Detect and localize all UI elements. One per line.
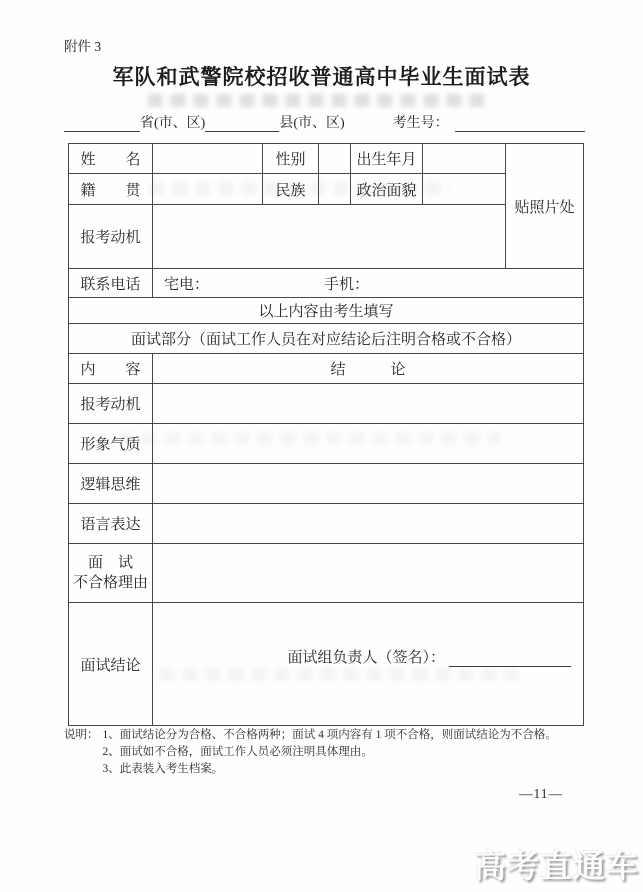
- table-row: [69, 544, 584, 603]
- attachment-label: 附件 3: [64, 39, 102, 54]
- fail-reason-value-cell: [153, 544, 584, 603]
- item-logic-conclusion-cell: [153, 464, 584, 504]
- candidate-no-label: 考生号：: [392, 116, 449, 131]
- item-logic-label-cell: 逻辑思维: [69, 464, 153, 504]
- item-appearance-conclusion-cell: [153, 424, 584, 464]
- gender-value-cell: [319, 144, 351, 174]
- ethnicity-value-cell: [319, 174, 351, 205]
- note-item-3: 3、此表装入考生档案。: [102, 763, 224, 775]
- political-label-cell: 政治面貌: [351, 174, 423, 205]
- name-label-cell: 姓 名: [69, 144, 153, 174]
- candidate-fill-note-cell: 以上内容由考生填写: [69, 298, 584, 324]
- watermark-logo: 高考直通车: [474, 848, 640, 884]
- table-row: [69, 269, 584, 298]
- final-conclusion-label-cell: 面试结论: [69, 603, 153, 726]
- item-language-conclusion-cell: [153, 504, 584, 544]
- table-row: [69, 603, 584, 726]
- county-suffix-label: 县(市、区): [279, 116, 345, 131]
- signature-label: 面试组负责人（签名）：: [287, 649, 445, 666]
- item-motivation-label-cell: 报考动机: [69, 384, 153, 424]
- county-blank-line: [205, 117, 279, 132]
- notes-label: 说明：: [64, 729, 99, 741]
- gender-label-cell: 性别: [263, 144, 319, 174]
- candidate-no-blank-line: [455, 117, 585, 132]
- interview-form-table: [68, 143, 584, 726]
- page-number: —11—: [519, 786, 563, 801]
- table-row: [69, 354, 584, 384]
- location-line: [64, 112, 585, 132]
- fail-reason-label-line1: 面 试: [87, 555, 133, 571]
- signature-line: [153, 646, 583, 683]
- contact-label-cell: 联系电话: [69, 269, 153, 298]
- mobile-phone-label: 手机：: [324, 276, 370, 293]
- origin-label-cell: 籍 贯: [69, 174, 153, 205]
- note-item-2: 2、面试如不合格，面试工作人员必须注明具体理由。: [102, 746, 373, 758]
- province-blank-line: [64, 117, 140, 132]
- bleed-through-artifact: [148, 94, 488, 107]
- province-suffix-label: 省(市、区): [140, 116, 206, 131]
- home-phone-label: 宅电：: [164, 276, 210, 293]
- name-value-cell: [153, 144, 263, 174]
- table-row: [69, 144, 584, 174]
- ethnicity-label-cell: 民族: [263, 174, 319, 205]
- birth-label-cell: 出生年月: [351, 144, 423, 174]
- political-value-cell: [423, 174, 506, 205]
- birth-value-cell: [423, 144, 506, 174]
- motivation-value-cell: [153, 205, 506, 269]
- notes-section: [64, 727, 557, 778]
- table-row: [69, 324, 584, 354]
- content-column-header-cell: 内 容: [69, 354, 153, 384]
- interview-section-header-cell: 面试部分（面试工作人员在对应结论后注明合格或不合格）: [69, 324, 584, 354]
- final-conclusion-value-cell: [153, 603, 584, 726]
- table-row: [69, 464, 584, 504]
- conclusion-column-header-cell: 结 论: [153, 354, 584, 384]
- fail-reason-label-line2: 不合格理由: [72, 575, 148, 591]
- origin-value-cell: [153, 174, 263, 205]
- table-row: [69, 424, 584, 464]
- table-row: [69, 504, 584, 544]
- phone-fields: [153, 273, 583, 294]
- photo-area-cell: 贴照片处: [506, 144, 584, 269]
- fail-reason-label-cell: [69, 544, 153, 603]
- form-title: 军队和武警院校招收普通高中毕业生面试表: [112, 65, 531, 89]
- signature-blank-line: [449, 653, 571, 667]
- note-item-1: 1、面试结论分为合格、不合格两种；面试 4 项内容有 1 项不合格，则面试结论为不合格。: [102, 729, 557, 741]
- item-language-label-cell: 语言表达: [69, 504, 153, 544]
- table-row: [69, 298, 584, 324]
- item-motivation-conclusion-cell: [153, 384, 584, 424]
- table-row: [69, 384, 584, 424]
- item-appearance-label-cell: 形象气质: [69, 424, 153, 464]
- contact-value-cell: [153, 269, 584, 298]
- motivation-label-cell: 报考动机: [69, 205, 153, 269]
